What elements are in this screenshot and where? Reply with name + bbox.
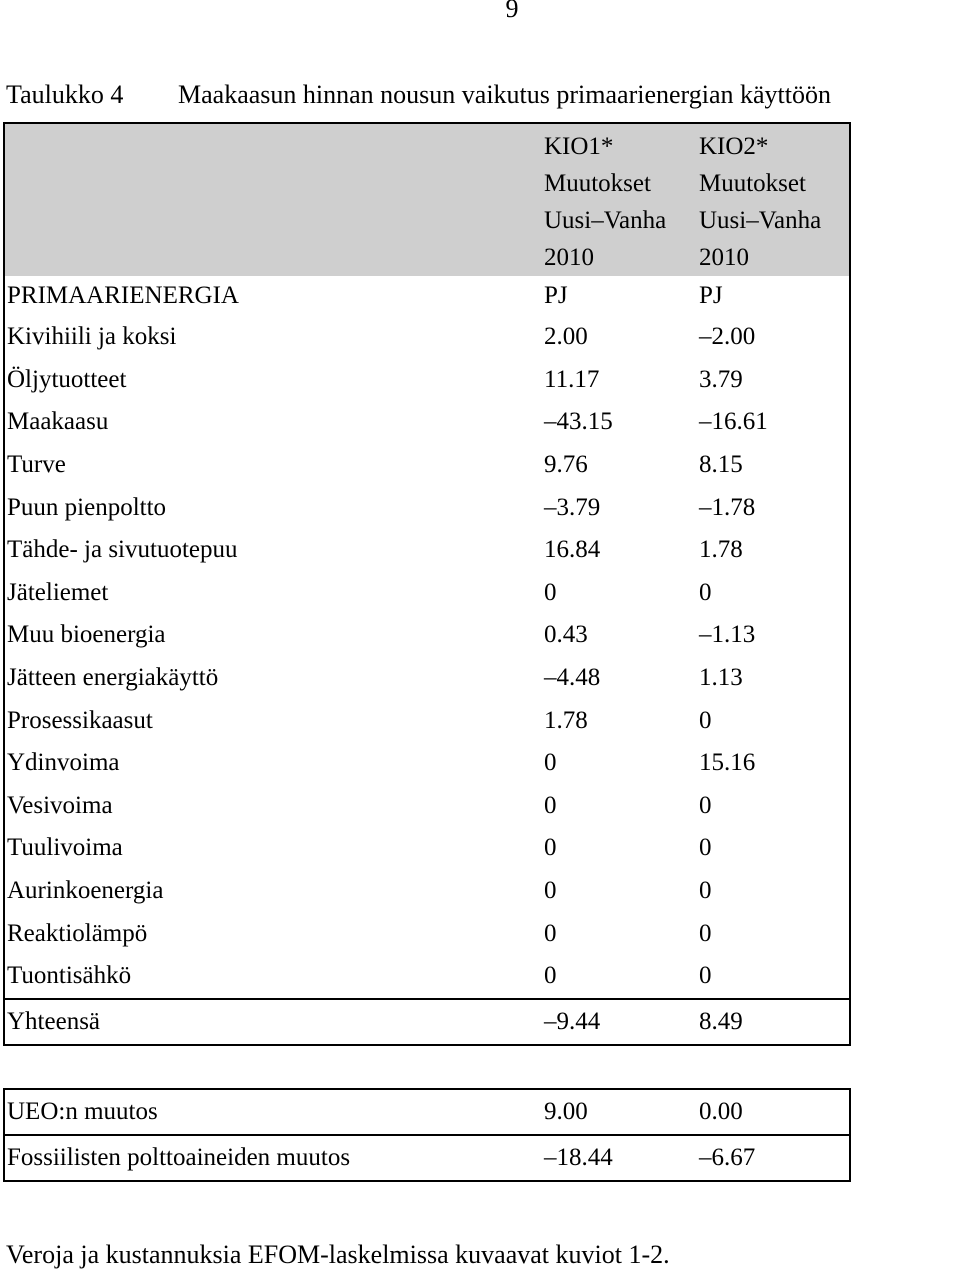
summary-row — [4, 1135, 850, 1181]
header-kio2-scenario: KIO2* — [699, 133, 769, 160]
data-row — [4, 827, 850, 870]
summary-kio2-value: –6.67 — [697, 1135, 850, 1181]
data-kio2-value: –1.13 — [699, 621, 756, 649]
data-kio1-value: –3.79 — [544, 493, 601, 521]
data-row — [4, 572, 850, 615]
data-kio2-value: 3.79 — [699, 365, 743, 393]
header-kio2-line2: Muutokset — [699, 170, 806, 197]
data-kio2-value: 0 — [699, 706, 712, 734]
data-label: Puun pienpoltto — [7, 493, 167, 521]
data-kio1-value: 0.43 — [544, 621, 588, 649]
data-label: Jätteen energiakäyttö — [7, 664, 219, 692]
data-label: Tuulivoima — [7, 834, 123, 862]
data-row — [4, 657, 850, 700]
data-kio2-value: 1.13 — [699, 664, 743, 692]
data-kio2-value: 0 — [699, 962, 712, 990]
data-kio2-value: 0 — [699, 834, 712, 862]
data-label: Jäteliemet — [7, 578, 109, 606]
data-kio1-value: 0 — [544, 749, 557, 777]
data-kio1-value: 11.17 — [544, 365, 600, 393]
data-label: Kivihiili ja koksi — [7, 323, 177, 351]
total-kio2-value: 8.49 — [697, 999, 850, 1045]
data-kio1-value: 2.00 — [544, 323, 588, 351]
table-header-row — [4, 123, 850, 276]
data-row — [4, 316, 850, 359]
unit-kio1: PJ — [544, 282, 568, 309]
total-label: Yhteensä — [4, 999, 542, 1045]
data-label: Muu bioenergia — [7, 621, 166, 649]
data-kio2-value: 0 — [699, 877, 712, 905]
data-row — [4, 529, 850, 572]
summary-kio1-value: 9.00 — [542, 1089, 697, 1135]
total-row — [4, 999, 850, 1045]
data-kio2-value: 0 — [699, 791, 712, 819]
data-kio2-value: 0 — [699, 919, 712, 947]
data-kio1-value: 0 — [544, 962, 557, 990]
summary-label: UEO:n muutos — [4, 1089, 542, 1135]
footnote: Veroja ja kustannuksia EFOM-laskelmissa kuvaavat kuviot 1-2. — [6, 1240, 670, 1269]
data-row — [4, 870, 850, 913]
data-kio1-value: 0 — [544, 877, 557, 905]
summary-kio2-value: 0.00 — [697, 1089, 850, 1135]
data-label: Tähde- ja sivutuotepuu — [7, 536, 238, 564]
data-kio1-value: –4.48 — [544, 664, 601, 692]
header-kio1-scenario: KIO1* — [544, 133, 614, 160]
data-label: Aurinkoenergia — [7, 877, 164, 905]
header-kio2-year: 2010 — [699, 244, 749, 271]
data-row — [4, 401, 850, 444]
summary-label: Fossiilisten polttoaineiden muutos — [4, 1135, 542, 1181]
data-kio1-value: 0 — [544, 919, 557, 947]
data-kio1-value: 16.84 — [544, 536, 601, 564]
data-kio2-value: 8.15 — [699, 451, 743, 479]
data-label: Tuontisähkö — [7, 962, 132, 990]
header-kio1 — [542, 123, 697, 276]
data-row — [4, 614, 850, 657]
data-kio1-value: –43.15 — [544, 408, 613, 436]
table-title: Maakaasun hinnan nousun vaikutus primaarienergian käyttöön — [178, 80, 831, 109]
unit-row-label: PRIMAARIENERGIA — [7, 282, 239, 309]
data-kio1-value: 9.76 — [544, 451, 588, 479]
data-kio2-value: 1.78 — [699, 536, 743, 564]
header-kio1-line2: Muutokset — [544, 170, 651, 197]
summary-kio1-value: –18.44 — [542, 1135, 697, 1181]
primary-energy-table — [3, 122, 851, 1046]
data-row — [4, 742, 850, 785]
data-label: Öljytuotteet — [7, 365, 127, 393]
data-row — [4, 699, 850, 742]
data-row — [4, 359, 850, 402]
data-label: Turve — [7, 451, 66, 479]
data-row — [4, 955, 850, 999]
table-caption — [6, 80, 831, 110]
header-kio1-line3: Uusi–Vanha — [544, 207, 667, 234]
data-kio1-value: 0 — [544, 834, 557, 862]
table-label: Taulukko 4 — [6, 80, 124, 109]
data-kio1-value: 1.78 — [544, 706, 588, 734]
data-label: Maakaasu — [7, 408, 109, 436]
data-kio2-value: –2.00 — [699, 323, 756, 351]
data-label: Ydinvoima — [7, 749, 120, 777]
header-blank-cell — [4, 123, 542, 276]
header-kio2 — [697, 123, 850, 276]
header-kio1-year: 2010 — [544, 244, 594, 271]
data-row — [4, 912, 850, 955]
data-kio1-value: 0 — [544, 578, 557, 606]
data-row — [4, 486, 850, 529]
data-kio2-value: –1.78 — [699, 493, 756, 521]
unit-kio2: PJ — [697, 276, 850, 316]
data-kio2-value: –16.61 — [699, 408, 768, 436]
summary-table — [3, 1088, 851, 1182]
data-label: Prosessikaasut — [7, 706, 153, 734]
total-kio1-value: –9.44 — [542, 999, 697, 1045]
data-kio1-value: 0 — [544, 791, 557, 819]
header-kio2-line3: Uusi–Vanha — [699, 207, 822, 234]
page-number: 9 — [505, 0, 519, 23]
data-row — [4, 785, 850, 828]
summary-row — [4, 1089, 850, 1135]
data-kio2-value: 0 — [699, 578, 712, 606]
data-row — [4, 444, 850, 487]
data-label: Reaktiolämpö — [7, 919, 148, 947]
data-label: Vesivoima — [7, 791, 113, 819]
unit-row — [4, 276, 850, 316]
data-kio2-value: 15.16 — [699, 749, 756, 777]
